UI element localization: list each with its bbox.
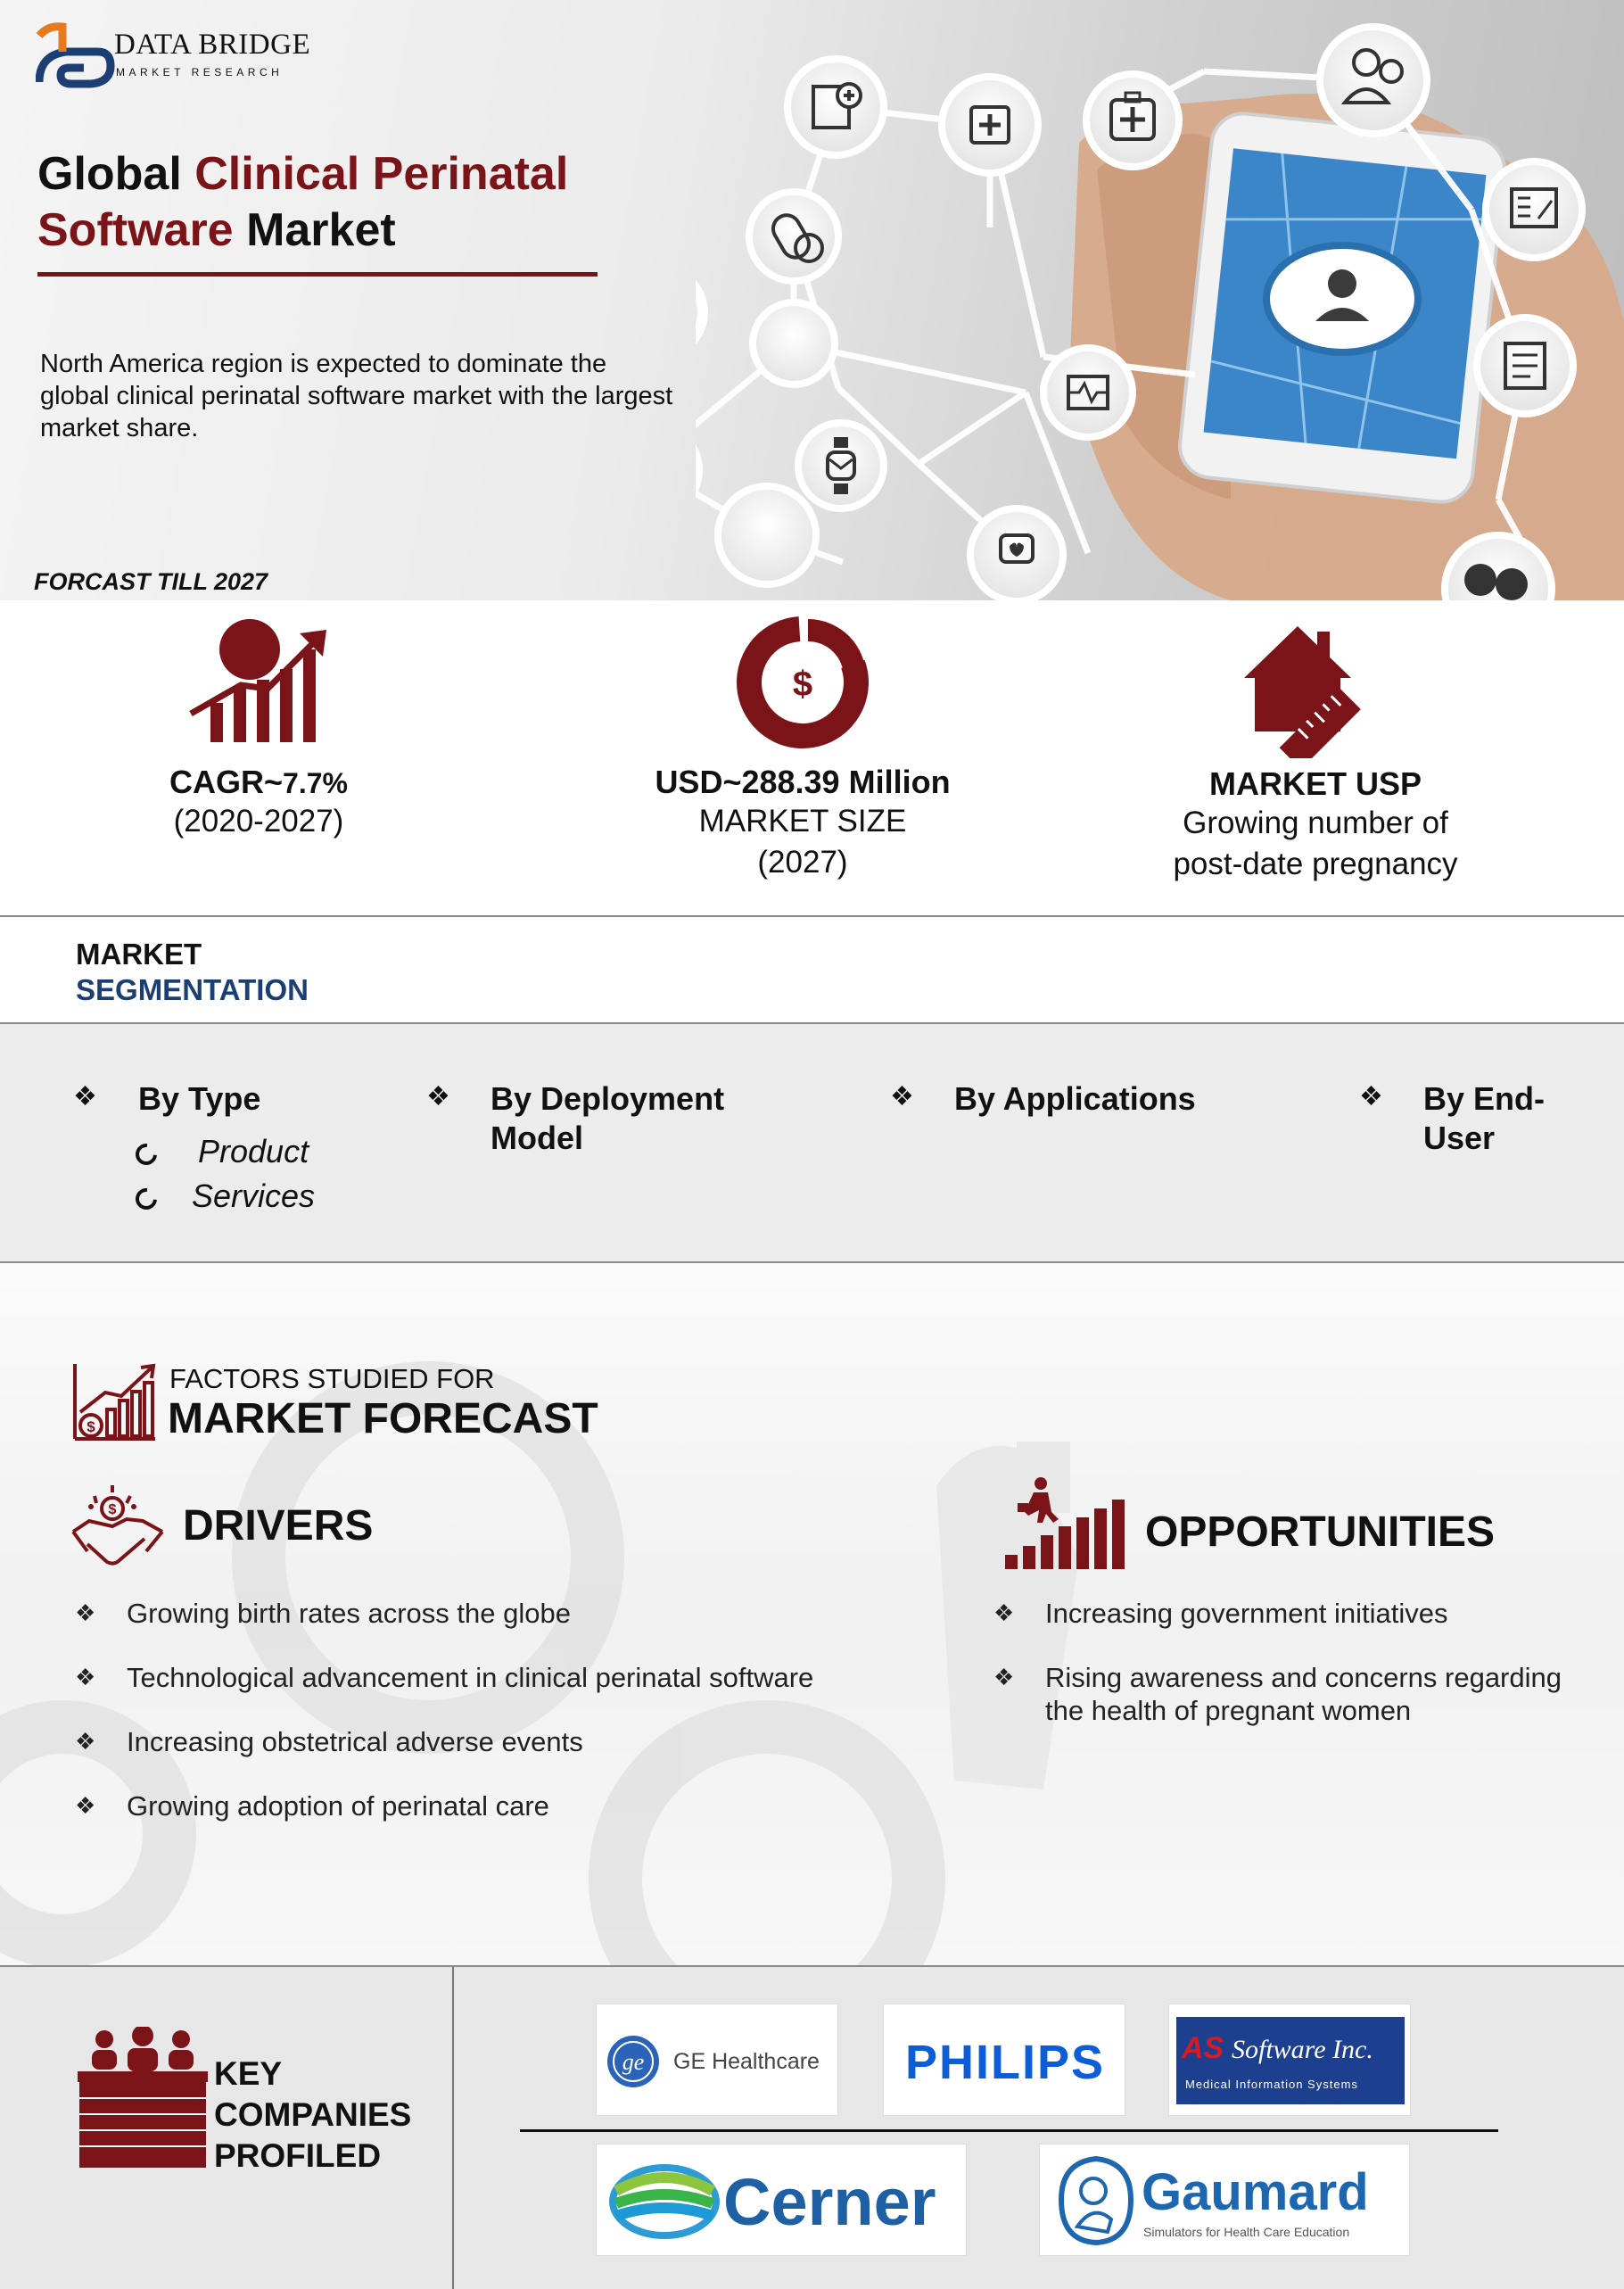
gaumard-text: Gaumard xyxy=(1142,2163,1369,2221)
driver-item xyxy=(75,1661,814,1694)
gaumard-sub: Simulators for Health Care Education xyxy=(1143,2225,1350,2239)
diamond-bullet-icon: ❖ xyxy=(1359,1082,1383,1111)
segment-by-deployment-line-1: By Deployment xyxy=(490,1080,725,1117)
market-size-value: USD~288.39 Million xyxy=(655,764,951,800)
diamond-bullet-icon: ❖ xyxy=(73,1082,97,1111)
driver-item xyxy=(75,1789,549,1822)
hero-banner xyxy=(0,0,1624,600)
cagr-label: CAGR~ xyxy=(169,764,284,800)
cerner-text: Cerner xyxy=(723,2165,936,2239)
companies-title xyxy=(214,2053,411,2177)
companies-title-line-1: KEY xyxy=(214,2055,283,2092)
logos-divider xyxy=(520,2129,1498,2132)
philips-logo xyxy=(883,2004,1125,2116)
market-usp-stat xyxy=(1066,616,1565,885)
page-title xyxy=(37,146,644,259)
diamond-bullet-icon: ❖ xyxy=(75,1664,96,1690)
driver-item xyxy=(75,1597,571,1630)
segment-by-end-user-line-1: By End- xyxy=(1423,1080,1546,1117)
driver-text: Growing adoption of perinatal care xyxy=(127,1790,549,1822)
ge-monogram-icon xyxy=(606,2034,661,2089)
market-usp-line-2: post-date pregnancy xyxy=(1173,847,1458,881)
segment-by-deployment-line-2: Model xyxy=(490,1120,583,1156)
diamond-bullet-icon: ❖ xyxy=(75,1792,96,1819)
stairs-climber-icon xyxy=(1003,1476,1128,1570)
forecast-label: FORCAST TILL 2027 xyxy=(34,568,268,595)
opportunities-title: OPPORTUNITIES xyxy=(1145,1508,1496,1556)
as-software-logo xyxy=(1168,2004,1411,2116)
title-part-1: Global xyxy=(37,148,182,200)
brand-name: DATA BRIDGE xyxy=(114,29,311,61)
opportunity-text: Increasing government initiatives xyxy=(1045,1598,1448,1629)
cagr-period: (2020-2027) xyxy=(173,804,344,839)
companies-title-line-3: PROFILED xyxy=(214,2137,382,2174)
segment-type-services: Services xyxy=(192,1178,316,1214)
segmentation-heading-line-1: MARKET xyxy=(76,938,202,971)
market-size-year: (2027) xyxy=(757,845,848,880)
market-forecast-icon xyxy=(70,1360,159,1445)
driver-item xyxy=(75,1725,583,1758)
segment-by-type: By Type xyxy=(138,1080,261,1117)
market-usp-title: MARKET USP xyxy=(1208,765,1422,802)
brand-tagline: MARKET RESEARCH xyxy=(116,66,284,79)
opportunity-text: Rising awareness and concerns regarding xyxy=(1045,1662,1562,1693)
dollar-pie-icon xyxy=(731,616,874,749)
meeting-table-icon xyxy=(76,2027,210,2169)
factors-title: MARKET FORECAST xyxy=(168,1395,598,1442)
factors-subtitle: FACTORS STUDIED FOR xyxy=(169,1363,495,1394)
market-size-stat xyxy=(553,616,1052,883)
cagr-stat xyxy=(9,616,508,842)
as-software-name: Software Inc. xyxy=(1232,2035,1373,2064)
segment-by-end-user-line-2: User xyxy=(1423,1120,1496,1156)
segmentation-heading xyxy=(76,937,309,1008)
svg-text:$: $ xyxy=(108,1502,117,1517)
segment-by-deployment xyxy=(490,1079,724,1158)
cagr-percent: 7.7% xyxy=(283,767,348,799)
svg-text:$: $ xyxy=(87,1418,95,1435)
gaumard-baby-icon xyxy=(1056,2155,1136,2246)
house-ruler-icon xyxy=(1235,616,1396,758)
ge-healthcare-text: GE Healthcare xyxy=(673,2049,820,2074)
hero-description: North America region is expected to dominate the global clinical perinatal software market with the largest market share. xyxy=(40,350,673,442)
digital-health-illustration xyxy=(696,0,1624,600)
divider xyxy=(0,915,1624,917)
title-part-4: Market xyxy=(246,204,396,256)
growth-chart-icon xyxy=(178,616,339,749)
cagr-value xyxy=(9,764,508,801)
diamond-bullet-icon: ❖ xyxy=(993,1664,1015,1690)
segment-by-end-user xyxy=(1423,1079,1545,1158)
handshake-icon xyxy=(70,1476,168,1574)
title-part-2: Clinical Perinatal xyxy=(194,148,569,200)
opportunity-item xyxy=(993,1597,1448,1630)
ge-healthcare-logo xyxy=(596,2004,838,2116)
title-part-3: Software xyxy=(37,204,234,256)
vertical-divider xyxy=(452,1967,454,2289)
as-software-sub: Medical Information Systems xyxy=(1185,2078,1358,2091)
cerner-logo xyxy=(596,2144,967,2256)
as-software-mark: AS xyxy=(1182,2031,1224,2065)
cerner-emblem-icon xyxy=(609,2164,720,2239)
market-usp-line-1: Growing number of xyxy=(1183,806,1448,840)
driver-text: Growing birth rates across the globe xyxy=(127,1598,571,1629)
companies-title-line-2: COMPANIES xyxy=(214,2096,412,2133)
segmentation-heading-line-2: SEGMENTATION xyxy=(76,973,309,1006)
driver-text: Increasing obstetrical adverse events xyxy=(127,1726,583,1757)
opportunity-text: the health of pregnant women xyxy=(1045,1695,1412,1726)
philips-text: PHILIPS xyxy=(904,2036,1106,2089)
diamond-bullet-icon: ❖ xyxy=(75,1599,96,1626)
diamond-bullet-icon: ❖ xyxy=(426,1082,450,1111)
segment-by-applications: By Applications xyxy=(954,1080,1196,1117)
diamond-bullet-icon: ❖ xyxy=(890,1082,914,1111)
svg-text:ge: ge xyxy=(622,2049,645,2075)
svg-text:$: $ xyxy=(792,665,813,704)
diamond-bullet-icon: ❖ xyxy=(993,1599,1015,1626)
opportunity-item xyxy=(993,1661,1562,1727)
title-underline xyxy=(37,272,598,277)
diamond-bullet-icon: ❖ xyxy=(75,1728,96,1755)
segment-type-product: Product xyxy=(198,1133,309,1169)
driver-text: Technological advancement in clinical perinatal software xyxy=(127,1662,814,1693)
drivers-title: DRIVERS xyxy=(183,1502,374,1549)
market-size-label: MARKET SIZE xyxy=(698,804,907,839)
gaumard-logo xyxy=(1039,2144,1410,2256)
